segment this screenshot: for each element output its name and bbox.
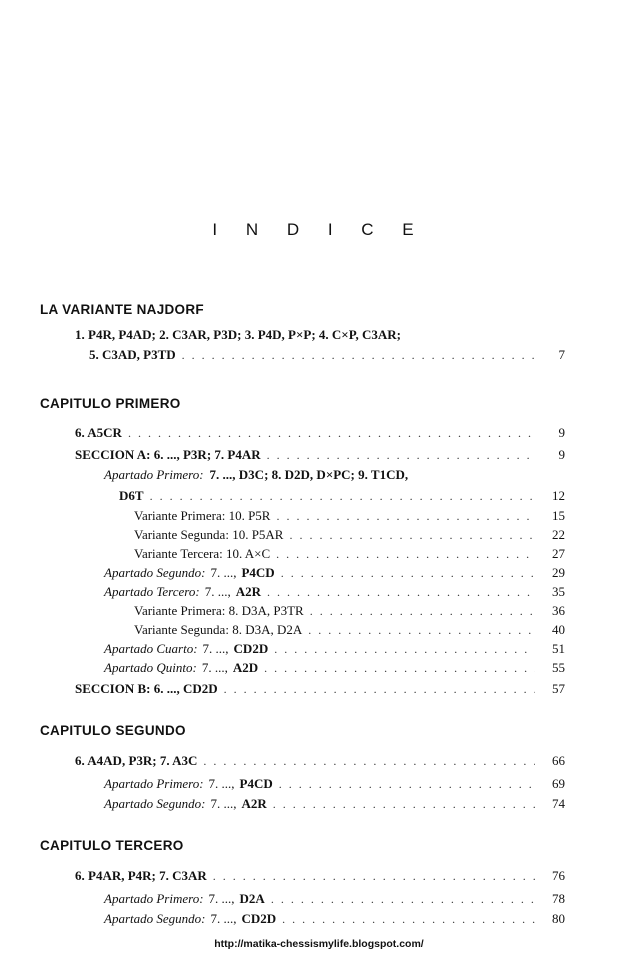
- page-number: 40: [552, 622, 565, 637]
- toc-entry[interactable]: [104, 466, 565, 484]
- toc-entry-label: Apartado Segundo:: [104, 911, 206, 926]
- page-number: 57: [552, 681, 565, 696]
- leader-dots: [224, 680, 535, 698]
- toc-entry-text: 1. P4R, P4AD; 2. C3AR, P3D; 3. P4D, P×P; 4. C×P, C3AR;: [75, 327, 401, 342]
- leader-dots: [276, 545, 535, 563]
- toc-entry-label: Apartado Primero:: [104, 467, 204, 482]
- leader-dots: [289, 526, 535, 544]
- toc-entry-label: Apartado Primero:: [104, 891, 204, 906]
- toc-entry-move: 7. ...,: [210, 565, 237, 580]
- leader-dots: [264, 659, 535, 677]
- toc-entry-text: D6T: [119, 488, 144, 503]
- leader-dots: [310, 602, 535, 620]
- toc-entry-text: 7. ..., D3C; 8. D2D, D×PC; 9. T1CD,: [209, 467, 409, 482]
- toc-entry-text: Variante Segunda: 10. P5AR: [134, 527, 284, 542]
- toc-entry-label: Apartado Quinto:: [104, 660, 197, 675]
- chapter-heading-2: CAPITULO SEGUNDO: [40, 723, 186, 738]
- toc-entry[interactable]: [104, 583, 565, 601]
- page-number: 7: [558, 347, 565, 362]
- toc-entry-text: 6. P4AR, P4R; 7. C3AR: [75, 868, 207, 883]
- toc-entry[interactable]: [134, 507, 565, 525]
- page-number: 15: [552, 508, 565, 523]
- toc-entry[interactable]: [104, 795, 565, 813]
- toc-entry-text: SECCION A: 6. ..., P3R; 7. P4AR: [75, 447, 261, 462]
- leader-dots: [150, 487, 535, 505]
- toc-entry-text: 6. A4AD, P3R; 7. A3C: [75, 753, 198, 768]
- toc-entry-move: 7. ...,: [210, 796, 237, 811]
- toc-entry-move: 7. ...,: [208, 776, 235, 791]
- toc-entry[interactable]: [104, 910, 565, 928]
- chapter-heading-1: CAPITULO PRIMERO: [40, 396, 181, 411]
- toc-entry-text: Variante Primera: 10. P5R: [134, 508, 271, 523]
- toc-entry[interactable]: [134, 602, 565, 620]
- toc-entry-label: Apartado Segundo:: [104, 565, 206, 580]
- toc-entry[interactable]: [75, 680, 565, 698]
- leader-dots: [203, 752, 535, 770]
- page-number: 9: [558, 425, 565, 440]
- toc-entry[interactable]: [75, 867, 565, 885]
- page-number: 9: [558, 447, 565, 462]
- toc-entry-text: A2R: [235, 584, 261, 599]
- page-number: 69: [552, 776, 565, 791]
- leader-dots: [267, 583, 535, 601]
- leader-dots: [276, 507, 535, 525]
- toc-entry-move: 7. ...,: [204, 584, 231, 599]
- page-number: 74: [552, 796, 565, 811]
- section-heading-najdorf: LA VARIANTE NAJDORF: [40, 302, 204, 317]
- toc-entry[interactable]: [104, 564, 565, 582]
- page-number: 80: [552, 911, 565, 926]
- toc-entry[interactable]: [104, 659, 565, 677]
- page-number: 12: [552, 488, 565, 503]
- toc-entry-label: Apartado Segundo:: [104, 796, 206, 811]
- footer-url[interactable]: http://matika-chessismylife.blogspot.com/: [214, 938, 424, 950]
- leader-dots: [274, 640, 535, 658]
- toc-entry-text: Variante Tercera: 10. A×C: [134, 546, 271, 561]
- page-number: 29: [552, 565, 565, 580]
- toc-entry-text: P4CD: [239, 776, 273, 791]
- page-number: 51: [552, 641, 565, 656]
- leader-dots: [273, 795, 535, 813]
- toc-entry[interactable]: [134, 545, 565, 563]
- toc-entry-move: 7. ...,: [202, 641, 229, 656]
- toc-entry-text: D2A: [239, 891, 265, 906]
- toc-entry-label: Apartado Cuarto:: [104, 641, 198, 656]
- toc-entry-move: 7. ...,: [210, 911, 237, 926]
- page-number: 55: [552, 660, 565, 675]
- toc-entry[interactable]: [75, 752, 565, 770]
- toc-entry-text: CD2D: [241, 911, 277, 926]
- toc-entry[interactable]: [104, 890, 565, 908]
- leader-dots: [281, 564, 535, 582]
- page-number: 36: [552, 603, 565, 618]
- toc-entry-text: CD2D: [233, 641, 269, 656]
- toc-entry-text: Variante Primera: 8. D3A, P3TR: [134, 603, 304, 618]
- toc-entry-text: P4CD: [241, 565, 275, 580]
- leader-dots: [271, 890, 535, 908]
- page-number: 35: [552, 584, 565, 599]
- toc-entry[interactable]: [119, 487, 565, 505]
- toc-entry[interactable]: [75, 446, 565, 464]
- toc-entry[interactable]: [75, 424, 565, 442]
- toc-entry-move: 7. ...,: [208, 891, 235, 906]
- toc-entry: [75, 326, 565, 344]
- toc-entry[interactable]: [134, 621, 565, 639]
- leader-dots: [308, 621, 535, 639]
- toc-entry[interactable]: [104, 775, 565, 793]
- chapter-heading-3: CAPITULO TERCERO: [40, 838, 184, 853]
- leader-dots: [279, 775, 535, 793]
- toc-entry-text: A2R: [241, 796, 267, 811]
- leader-dots: [182, 346, 535, 364]
- leader-dots: [128, 424, 535, 442]
- toc-entry-label: Apartado Primero:: [104, 776, 204, 791]
- leader-dots: [213, 867, 535, 885]
- page-number: 76: [552, 868, 565, 883]
- page-number: 78: [552, 891, 565, 906]
- toc-entry-text: SECCION B: 6. ..., CD2D: [75, 681, 218, 696]
- page-number: 66: [552, 753, 565, 768]
- toc-entry[interactable]: [104, 640, 565, 658]
- toc-entry-label: Apartado Tercero:: [104, 584, 200, 599]
- toc-entry-text: Variante Segunda: 8. D3A, D2A: [134, 622, 303, 637]
- toc-entry-text: 6. A5CR: [75, 425, 122, 440]
- toc-entry-move: 7. ...,: [201, 660, 228, 675]
- toc-entry[interactable]: [89, 346, 565, 364]
- leader-dots: [282, 910, 535, 928]
- leader-dots: [267, 446, 535, 464]
- toc-entry-text: 5. C3AD, P3TD: [89, 347, 176, 362]
- index-title: I N D I C E: [212, 220, 426, 239]
- toc-entry[interactable]: [134, 526, 565, 544]
- page-number: 22: [552, 527, 565, 542]
- page-number: 27: [552, 546, 565, 561]
- toc-entry-text: A2D: [232, 660, 259, 675]
